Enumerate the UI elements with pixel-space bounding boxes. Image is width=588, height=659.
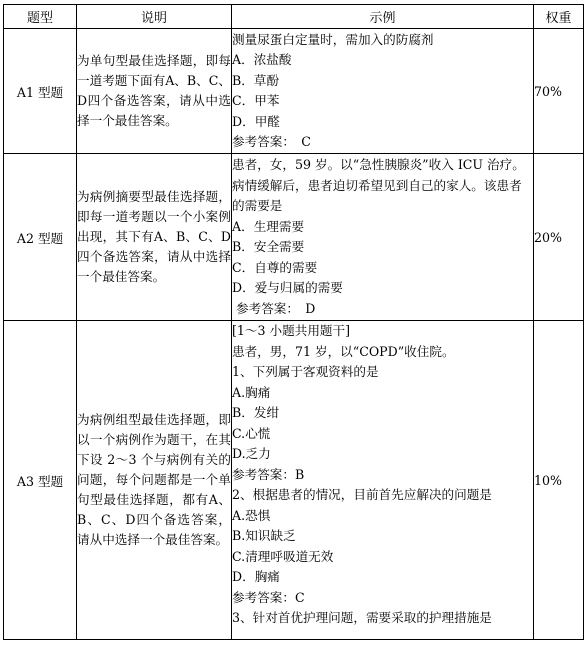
question-2: 2、根据患者的情况，目前首先应解决的问题是: [232, 487, 492, 502]
weight-cell: 10%: [534, 321, 584, 640]
example-stem: 患者，女，59 岁。以“急性胰腺炎”收入 ICU 治疗。病情缓解后，患者迫切希望见到自己的家人。该患者的需要是: [232, 157, 525, 213]
header-example: 示例: [232, 5, 534, 29]
example-cell: [232, 29, 534, 154]
option-b: B．安全需要: [232, 239, 305, 254]
q1-option-a: A.胸痛: [232, 384, 271, 400]
answer-line: 参考答案： D: [236, 300, 316, 316]
option-b: B．草酚: [232, 72, 280, 88]
table-row-a1: [4, 29, 584, 154]
question-1: 1、下列属于客观资料的是: [232, 364, 379, 379]
case-stem: 患者，男，71 岁，以“COPD”收住院。: [232, 343, 455, 359]
table-header-row: [4, 5, 584, 29]
option-d: D．甲醛: [232, 113, 280, 129]
example-stem: 测量尿蛋白定量时，需加入的防腐剂: [232, 31, 434, 47]
q1-option-d: D.乏力: [232, 446, 271, 461]
option-d: D．爱与归属的需要: [232, 280, 343, 295]
q2-option-a: A.恐惧: [232, 507, 271, 523]
q2-answer: 参考答案：C: [232, 589, 305, 605]
answer-line: 参考答案： C: [232, 134, 311, 149]
question-3: 3、针对首优护理问题，需要采取的护理措施是: [232, 610, 492, 625]
header-desc: 说明: [77, 5, 232, 29]
type-cell: A1 型题: [4, 29, 77, 154]
desc-cell: 为病例组型最佳选择题，即以一个病例作为题干，在其下设 2～3 个与病例有关的问题，每个问题都是一个单句型最佳选择题，都有A、B、C、D四个备选答案，请从中选择一个最佳答案。: [77, 321, 232, 640]
q2-option-c: C.清理呼吸道无效: [232, 548, 334, 564]
q1-answer: 参考答案：B: [232, 466, 305, 482]
type-cell: A2 型题: [4, 154, 77, 321]
option-c: C．甲苯: [232, 93, 280, 108]
q1-option-b: B．发绀: [232, 405, 280, 420]
table-row-a2: [4, 154, 584, 321]
example-content: [232, 321, 533, 639]
table-row-a3: [4, 321, 584, 640]
question-type-table: [3, 4, 584, 640]
example-cell: [232, 154, 534, 321]
option-c: C．自尊的需要: [232, 259, 318, 275]
option-a: A．生理需要: [232, 218, 305, 234]
q2-option-d: D．胸痛: [232, 569, 280, 584]
desc-cell: 为病例摘要型最佳选择题，即每一道考题以一个小案例出现，其下有A、B、C、D四个备选答案，请从中选择一个最佳答案。: [77, 154, 232, 321]
q1-option-c: C.心慌: [232, 425, 271, 441]
q2-option-b: B.知识缺乏: [232, 528, 296, 543]
weight-cell: 20%: [534, 154, 584, 321]
shared-stem-label: [1～3 小题共用题干]: [232, 323, 351, 338]
option-a: A．浓盐酸: [232, 52, 292, 67]
header-type: 题型: [4, 5, 77, 29]
type-cell: A3 型题: [4, 321, 77, 640]
header-weight: 权重: [534, 5, 584, 29]
desc-cell: 为单句型最佳选择题，即每一道考题下面有A、B、C、D四个备选答案，请从中选择一个最佳答案。: [77, 29, 232, 154]
weight-cell: 70%: [534, 29, 584, 154]
example-cell: [232, 321, 534, 640]
